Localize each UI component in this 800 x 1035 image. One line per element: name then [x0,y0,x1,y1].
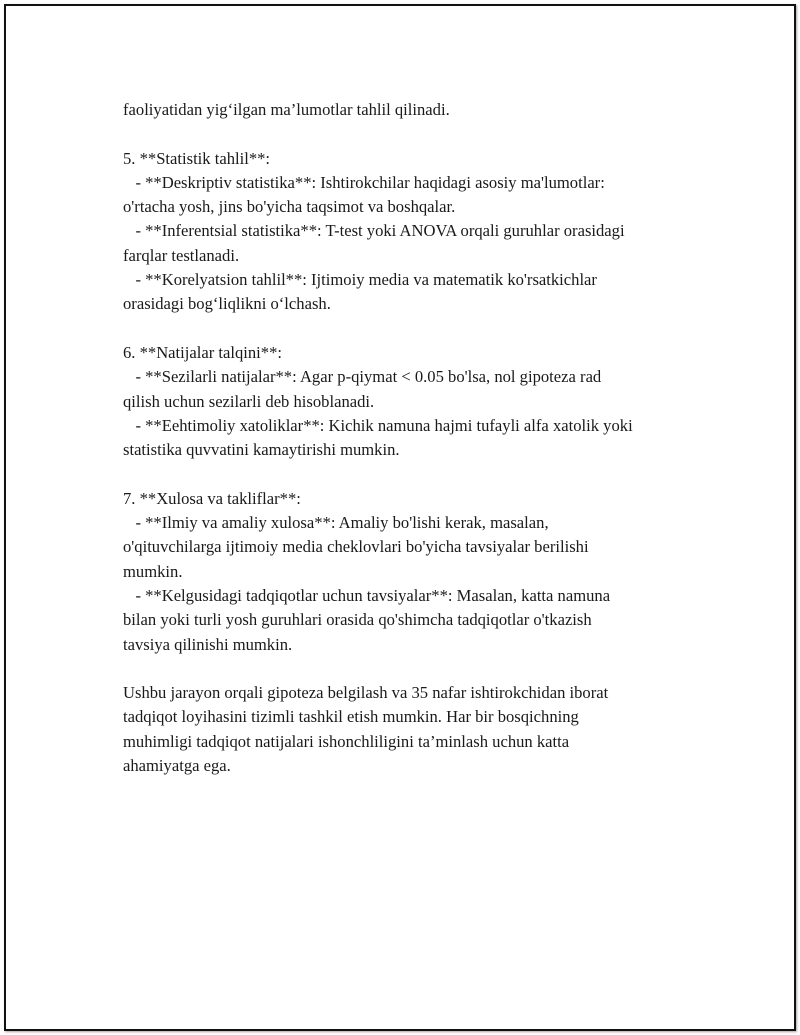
list-item-line: qilish uchun sezilarli deb hisoblanadi. [123,391,375,411]
section-heading: 6. **Natijalar talqini**: [123,342,282,362]
list-item-line: farqlar testlanadi. [123,245,240,265]
list-item-line: orasidagi bog‘liqlikni o‘lchash. [123,294,331,314]
section-natijalar-talqini [123,341,703,462]
list-item-line: - **Eehtimoliy xatoliklar**: Kichik namuna hajmi tufayli alfa xatolik yoki [123,415,633,435]
list-item-line: - **Kelgusidagi tadqiqotlar uchun tavsiyalar**: Masalan, katta namuna [123,585,611,605]
paragraph-line: ahamiyatga ega. [123,756,231,776]
list-item-line: - **Deskriptiv statistika**: Ishtirokchilar haqidagi asosiy ma'lumotlar: [123,172,605,192]
list-item-line: - **Inferentsial statistika**: T-test yoki ANOVA orqali guruhlar orasidagi [123,221,625,241]
paragraph-line: tadqiqot loyihasini tizimli tashkil etish mumkin. Har bir bosqichning [123,707,579,727]
conclusion-paragraph [123,681,703,778]
list-item-line: tavsiya qilinishi mumkin. [123,634,293,654]
intro-line: faoliyatidan yig‘ilgan ma’lumotlar tahlil qilinadi. [123,100,450,119]
paragraph-line: Ushbu jarayon orqali gipoteza belgilash va 35 nafar ishtirokchidan iborat [123,683,609,703]
list-item-line: statistika quvvatini kamaytirishi mumkin. [123,440,400,460]
list-item-line: mumkin. [123,561,183,581]
list-item-line: - **Ilmiy va amaliy xulosa**: Amaliy bo'lishi kerak, masalan, [123,513,549,533]
document-body [123,98,703,778]
spacer [123,657,703,681]
spacer [123,317,703,341]
page [4,4,796,1031]
list-item-line: - **Sezilarli natijalar**: Agar p-qiymat < 0.05 bo'lsa, nol gipoteza rad [123,367,602,387]
paragraph-line: muhimligi tadqiqot natijalari ishonchliligini ta’minlash uchun katta [123,731,570,751]
list-item-line: bilan yoki turli yosh guruhlari orasida qo'shimcha tadqiqotlar o'tkazish [123,610,592,630]
section-heading: 7. **Xulosa va takliflar**: [123,488,301,508]
section-heading: 5. **Statistik tahlil**: [123,148,271,168]
spacer [123,462,703,486]
spacer [123,122,703,146]
list-item-line: o'qituvchilarga ijtimoiy media cheklovlari bo'yicha tavsiyalar berilishi [123,537,589,557]
list-item-line: o'rtacha yosh, jins bo'yicha taqsimot va boshqalar. [123,197,456,217]
section-xulosa-va-takliflar [123,487,703,657]
section-statistik-tahlil [123,147,703,317]
list-item-line: - **Korelyatsion tahlil**: Ijtimoiy media va matematik ko'rsatkichlar [123,270,597,290]
